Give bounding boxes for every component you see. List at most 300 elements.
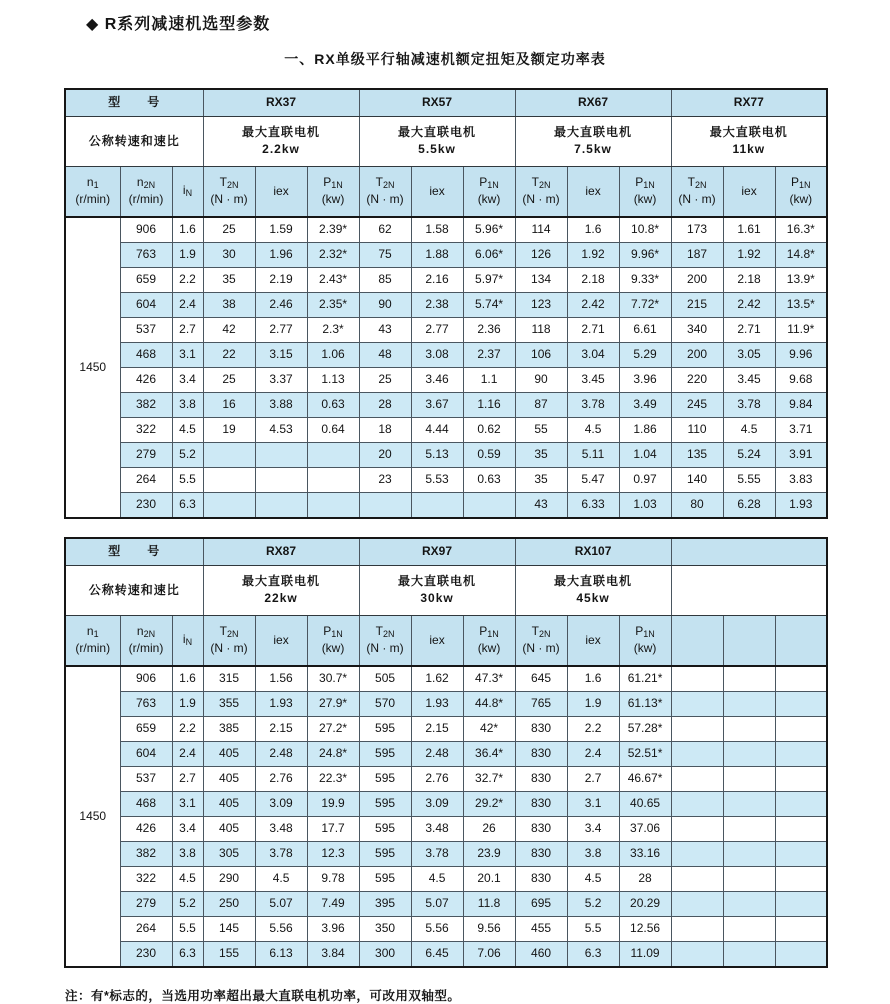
value-cell: 9.96* — [619, 243, 671, 268]
value-cell: 24.8* — [307, 742, 359, 767]
value-cell: 2.4 — [567, 742, 619, 767]
n2n-value-cell: 659 — [120, 268, 172, 293]
value-cell: 455 — [515, 917, 567, 942]
value-cell: 595 — [359, 742, 411, 767]
p1n-header-cell — [775, 616, 827, 667]
value-cell: 118 — [515, 318, 567, 343]
value-cell: 25 — [203, 368, 255, 393]
value-cell: 0.63 — [463, 468, 515, 493]
value-cell: 2.76 — [255, 767, 307, 792]
value-cell: 18 — [359, 418, 411, 443]
value-cell: 0.59 — [463, 443, 515, 468]
value-cell: 5.07 — [411, 892, 463, 917]
value-cell: 90 — [515, 368, 567, 393]
value-cell: 1.93 — [411, 692, 463, 717]
value-cell: 4.5 — [723, 418, 775, 443]
value-cell: 2.2 — [567, 717, 619, 742]
value-cell: 2.48 — [411, 742, 463, 767]
model-name-cell: RX87 — [203, 538, 359, 566]
value-cell: 3.84 — [307, 942, 359, 968]
value-cell — [775, 817, 827, 842]
value-cell: 1.96 — [255, 243, 307, 268]
value-cell: 2.15 — [255, 717, 307, 742]
table-row — [65, 318, 827, 343]
value-cell: 3.78 — [255, 842, 307, 867]
value-cell: 85 — [359, 268, 411, 293]
table-row — [65, 917, 827, 942]
value-cell — [255, 468, 307, 493]
value-cell — [307, 443, 359, 468]
model-name-cell: RX77 — [671, 89, 827, 117]
value-cell — [723, 842, 775, 867]
value-cell: 830 — [515, 742, 567, 767]
value-cell: 20.29 — [619, 892, 671, 917]
value-cell: 5.56 — [411, 917, 463, 942]
table-row — [65, 343, 827, 368]
value-cell — [775, 842, 827, 867]
ratio-value-cell: 3.8 — [172, 842, 203, 867]
ratio-value-cell: 3.8 — [172, 393, 203, 418]
value-cell: 17.7 — [307, 817, 359, 842]
value-cell: 4.53 — [255, 418, 307, 443]
page-title: ◆ R系列减速机选型参数 — [86, 16, 271, 33]
table-row — [65, 418, 827, 443]
value-cell: 220 — [671, 368, 723, 393]
value-cell: 6.06* — [463, 243, 515, 268]
motor-power-cell — [671, 566, 827, 616]
value-cell: 2.46 — [255, 293, 307, 318]
value-cell: 570 — [359, 692, 411, 717]
value-cell: 1.1 — [463, 368, 515, 393]
value-cell: 1.61 — [723, 217, 775, 243]
t2n-header-cell: $T_{2N}$ (N · m) — [203, 167, 255, 218]
value-cell: 290 — [203, 867, 255, 892]
model-name-cell — [671, 538, 827, 566]
ratio-value-cell: 3.1 — [172, 792, 203, 817]
ratio-value-cell: 1.6 — [172, 666, 203, 692]
value-cell: 595 — [359, 717, 411, 742]
value-cell: 80 — [671, 493, 723, 519]
value-cell: 123 — [515, 293, 567, 318]
table-row — [65, 717, 827, 742]
value-cell: 1.62 — [411, 666, 463, 692]
value-cell: 11.09 — [619, 942, 671, 968]
ratio-value-cell: 3.4 — [172, 368, 203, 393]
value-cell: 765 — [515, 692, 567, 717]
ratio-header-cell: $i_N$ — [172, 616, 203, 667]
value-cell: 2.18 — [723, 268, 775, 293]
value-cell: 2.16 — [411, 268, 463, 293]
table-row — [65, 942, 827, 968]
motor-power-cell: 最大直联电机 11kw — [671, 117, 827, 167]
value-cell: 5.2 — [567, 892, 619, 917]
value-cell: 1.93 — [255, 692, 307, 717]
value-cell: 32.7* — [463, 767, 515, 792]
model-name-cell: RX57 — [359, 89, 515, 117]
table-row — [65, 493, 827, 519]
n2n-value-cell: 604 — [120, 293, 172, 318]
value-cell: 55 — [515, 418, 567, 443]
value-cell: 1.13 — [307, 368, 359, 393]
value-cell: 2.48 — [255, 742, 307, 767]
ratio-value-cell: 3.1 — [172, 343, 203, 368]
value-cell: 37.06 — [619, 817, 671, 842]
value-cell — [671, 666, 723, 692]
n2n-value-cell: 537 — [120, 318, 172, 343]
value-cell: 3.08 — [411, 343, 463, 368]
value-cell: 173 — [671, 217, 723, 243]
value-cell: 6.61 — [619, 318, 671, 343]
value-cell: 42 — [203, 318, 255, 343]
value-cell: 5.11 — [567, 443, 619, 468]
ratio-value-cell: 6.3 — [172, 942, 203, 968]
value-cell: 30.7* — [307, 666, 359, 692]
ratio-value-cell: 2.2 — [172, 268, 203, 293]
n2n-value-cell: 230 — [120, 493, 172, 519]
value-cell: 3.83 — [775, 468, 827, 493]
n2n-header-cell: $n_{2N}$ (r/min) — [120, 167, 172, 218]
n2n-value-cell: 763 — [120, 692, 172, 717]
n2n-value-cell: 537 — [120, 767, 172, 792]
ratio-value-cell: 1.6 — [172, 217, 203, 243]
n2n-value-cell: 322 — [120, 867, 172, 892]
value-cell: 46.67* — [619, 767, 671, 792]
value-cell — [671, 892, 723, 917]
value-cell: 3.88 — [255, 393, 307, 418]
value-cell: 1.9 — [567, 692, 619, 717]
value-cell: 134 — [515, 268, 567, 293]
value-cell: 5.74* — [463, 293, 515, 318]
ratio-value-cell: 1.9 — [172, 692, 203, 717]
value-cell — [671, 767, 723, 792]
value-cell: 3.37 — [255, 368, 307, 393]
value-cell — [463, 493, 515, 519]
value-cell: 3.15 — [255, 343, 307, 368]
value-cell: 2.77 — [411, 318, 463, 343]
value-cell: 27.2* — [307, 717, 359, 742]
t2n-header-cell: $T_{2N}$ (N · m) — [515, 616, 567, 667]
value-cell: 405 — [203, 792, 255, 817]
value-cell: 6.3 — [567, 942, 619, 968]
ratio-value-cell: 2.7 — [172, 767, 203, 792]
motor-power-cell: 最大直联电机 45kw — [515, 566, 671, 616]
value-cell: 3.45 — [567, 368, 619, 393]
n2n-value-cell: 264 — [120, 468, 172, 493]
value-cell — [203, 468, 255, 493]
model-name-cell: RX37 — [203, 89, 359, 117]
value-cell: 5.5 — [567, 917, 619, 942]
table-row — [65, 817, 827, 842]
value-cell: 3.8 — [567, 842, 619, 867]
value-cell — [671, 817, 723, 842]
value-cell: 57.28* — [619, 717, 671, 742]
t2n-header-cell: $T_{2N}$ (N · m) — [359, 616, 411, 667]
value-cell: 9.56 — [463, 917, 515, 942]
value-cell: 4.44 — [411, 418, 463, 443]
value-cell — [775, 917, 827, 942]
value-cell: 3.71 — [775, 418, 827, 443]
value-cell — [775, 742, 827, 767]
value-cell — [723, 767, 775, 792]
t2n-header-cell: $T_{2N}$ (N · m) — [203, 616, 255, 667]
value-cell: 1.93 — [775, 493, 827, 519]
n2n-value-cell: 279 — [120, 443, 172, 468]
value-cell: 5.53 — [411, 468, 463, 493]
value-cell: 4.5 — [411, 867, 463, 892]
value-cell: 1.88 — [411, 243, 463, 268]
value-cell — [671, 917, 723, 942]
value-cell — [307, 493, 359, 519]
value-cell: 33.16 — [619, 842, 671, 867]
model-label-cell: 型 号 — [65, 538, 203, 566]
value-cell — [775, 767, 827, 792]
value-cell — [723, 666, 775, 692]
n2n-value-cell: 322 — [120, 418, 172, 443]
value-cell: 6.28 — [723, 493, 775, 519]
ratio-value-cell: 1.9 — [172, 243, 203, 268]
table-row — [65, 867, 827, 892]
ratio-value-cell: 2.4 — [172, 742, 203, 767]
speed-ratio-label-cell: 公称转速和速比 — [65, 566, 203, 616]
value-cell: 2.77 — [255, 318, 307, 343]
table-row — [65, 243, 827, 268]
value-cell: 3.67 — [411, 393, 463, 418]
value-cell: 2.38 — [411, 293, 463, 318]
value-cell: 645 — [515, 666, 567, 692]
value-cell: 2.18 — [567, 268, 619, 293]
value-cell: 2.15 — [411, 717, 463, 742]
value-cell — [723, 892, 775, 917]
n2n-value-cell: 468 — [120, 792, 172, 817]
n2n-value-cell: 230 — [120, 942, 172, 968]
value-cell: 0.62 — [463, 418, 515, 443]
value-cell: 3.45 — [723, 368, 775, 393]
value-cell: 25 — [359, 368, 411, 393]
value-cell: 7.49 — [307, 892, 359, 917]
value-cell — [671, 842, 723, 867]
motor-power-cell: 最大直联电机 30kw — [359, 566, 515, 616]
value-cell: 3.48 — [411, 817, 463, 842]
value-cell: 350 — [359, 917, 411, 942]
value-cell: 61.13* — [619, 692, 671, 717]
value-cell: 87 — [515, 393, 567, 418]
value-cell: 110 — [671, 418, 723, 443]
ratio-value-cell: 3.4 — [172, 817, 203, 842]
value-cell: 3.4 — [567, 817, 619, 842]
value-cell: 35 — [203, 268, 255, 293]
table-section-heading: 一、RX单级平行轴减速机额定扭矩及额定功率表 — [284, 51, 606, 67]
table-row — [65, 792, 827, 817]
value-cell: 11.8 — [463, 892, 515, 917]
value-cell — [775, 692, 827, 717]
ratio-value-cell: 4.5 — [172, 867, 203, 892]
value-cell: 90 — [359, 293, 411, 318]
n2n-value-cell: 763 — [120, 243, 172, 268]
value-cell: 505 — [359, 666, 411, 692]
value-cell: 23 — [359, 468, 411, 493]
value-cell: 13.9* — [775, 268, 827, 293]
value-cell: 43 — [359, 318, 411, 343]
value-cell: 3.09 — [255, 792, 307, 817]
value-cell: 44.8* — [463, 692, 515, 717]
value-cell: 12.56 — [619, 917, 671, 942]
value-cell: 9.78 — [307, 867, 359, 892]
value-cell — [723, 867, 775, 892]
iex-header-cell: iex — [567, 167, 619, 218]
value-cell: 3.49 — [619, 393, 671, 418]
table-row — [65, 892, 827, 917]
value-cell: 3.48 — [255, 817, 307, 842]
value-cell: 35 — [515, 468, 567, 493]
value-cell: 25 — [203, 217, 255, 243]
value-cell: 1.6 — [567, 666, 619, 692]
table-row — [65, 767, 827, 792]
value-cell: 52.51* — [619, 742, 671, 767]
value-cell: 405 — [203, 767, 255, 792]
t2n-header-cell: $T_{2N}$ (N · m) — [359, 167, 411, 218]
value-cell — [671, 792, 723, 817]
value-cell: 187 — [671, 243, 723, 268]
value-cell: 695 — [515, 892, 567, 917]
value-cell — [671, 942, 723, 968]
value-cell: 36.4* — [463, 742, 515, 767]
value-cell: 1.6 — [567, 217, 619, 243]
value-cell: 29.2* — [463, 792, 515, 817]
table-row — [65, 666, 827, 692]
value-cell: 22.3* — [307, 767, 359, 792]
n2n-value-cell: 264 — [120, 917, 172, 942]
n2n-value-cell: 426 — [120, 368, 172, 393]
n2n-value-cell: 659 — [120, 717, 172, 742]
value-cell: 250 — [203, 892, 255, 917]
table-row — [65, 268, 827, 293]
value-cell: 405 — [203, 817, 255, 842]
value-cell: 3.05 — [723, 343, 775, 368]
value-cell: 1.86 — [619, 418, 671, 443]
value-cell — [723, 692, 775, 717]
motor-power-cell: 最大直联电机 2.2kw — [203, 117, 359, 167]
table-row — [65, 393, 827, 418]
ratio-value-cell: 6.3 — [172, 493, 203, 519]
value-cell: 315 — [203, 666, 255, 692]
value-cell: 2.32* — [307, 243, 359, 268]
n2n-value-cell: 604 — [120, 742, 172, 767]
value-cell: 28 — [619, 867, 671, 892]
speed-ratio-label-cell: 公称转速和速比 — [65, 117, 203, 167]
value-cell: 114 — [515, 217, 567, 243]
value-cell: 2.39* — [307, 217, 359, 243]
value-cell — [723, 717, 775, 742]
value-cell: 47.3* — [463, 666, 515, 692]
motor-power-cell: 最大直联电机 5.5kw — [359, 117, 515, 167]
table-row — [65, 293, 827, 318]
ratio-value-cell: 5.2 — [172, 443, 203, 468]
value-cell — [671, 717, 723, 742]
motor-power-cell: 最大直联电机 7.5kw — [515, 117, 671, 167]
value-cell: 30 — [203, 243, 255, 268]
value-cell — [671, 692, 723, 717]
ratio-value-cell: 5.5 — [172, 468, 203, 493]
value-cell: 2.37 — [463, 343, 515, 368]
n1-header-cell: $n_1$ (r/min) — [65, 167, 120, 218]
value-cell: 830 — [515, 817, 567, 842]
value-cell: 460 — [515, 942, 567, 968]
value-cell: 40.65 — [619, 792, 671, 817]
value-cell — [359, 493, 411, 519]
value-cell — [775, 717, 827, 742]
n2n-header-cell: $n_{2N}$ (r/min) — [120, 616, 172, 667]
value-cell: 11.9* — [775, 318, 827, 343]
value-cell: 405 — [203, 742, 255, 767]
value-cell: 0.97 — [619, 468, 671, 493]
n2n-value-cell: 906 — [120, 666, 172, 692]
value-cell: 1.59 — [255, 217, 307, 243]
table-row — [65, 692, 827, 717]
value-cell: 3.96 — [307, 917, 359, 942]
value-cell: 4.5 — [255, 867, 307, 892]
value-cell: 62 — [359, 217, 411, 243]
value-cell: 14.8* — [775, 243, 827, 268]
iex-header-cell: iex — [411, 167, 463, 218]
value-cell — [203, 443, 255, 468]
value-cell: 1.06 — [307, 343, 359, 368]
value-cell: 1.92 — [723, 243, 775, 268]
ratio-value-cell: 4.5 — [172, 418, 203, 443]
iex-header-cell: iex — [723, 167, 775, 218]
value-cell: 145 — [203, 917, 255, 942]
value-cell: 20 — [359, 443, 411, 468]
value-cell: 1.58 — [411, 217, 463, 243]
value-cell: 3.46 — [411, 368, 463, 393]
value-cell: 9.68 — [775, 368, 827, 393]
value-cell: 35 — [515, 443, 567, 468]
value-cell: 13.5* — [775, 293, 827, 318]
value-cell: 595 — [359, 767, 411, 792]
value-cell: 300 — [359, 942, 411, 968]
value-cell: 595 — [359, 842, 411, 867]
n1-value-cell: 1450 — [65, 666, 120, 967]
value-cell: 7.06 — [463, 942, 515, 968]
value-cell: 43 — [515, 493, 567, 519]
value-cell: 2.35* — [307, 293, 359, 318]
p1n-header-cell: $P_{1N}$ (kw) — [619, 167, 671, 218]
value-cell: 0.63 — [307, 393, 359, 418]
value-cell: 4.5 — [567, 867, 619, 892]
value-cell: 5.13 — [411, 443, 463, 468]
value-cell: 38 — [203, 293, 255, 318]
value-cell — [775, 792, 827, 817]
model-name-cell: RX107 — [515, 538, 671, 566]
motor-power-cell: 最大直联电机 22kw — [203, 566, 359, 616]
value-cell: 5.56 — [255, 917, 307, 942]
n2n-value-cell: 906 — [120, 217, 172, 243]
t2n-header-cell: $T_{2N}$ (N · m) — [671, 167, 723, 218]
value-cell: 23.9 — [463, 842, 515, 867]
value-cell: 2.76 — [411, 767, 463, 792]
iex-header-cell: iex — [255, 616, 307, 667]
n2n-value-cell: 382 — [120, 393, 172, 418]
value-cell: 595 — [359, 792, 411, 817]
value-cell: 2.3* — [307, 318, 359, 343]
ratio-value-cell: 2.7 — [172, 318, 203, 343]
value-cell: 7.72* — [619, 293, 671, 318]
value-cell: 2.71 — [723, 318, 775, 343]
iex-header-cell — [723, 616, 775, 667]
ratio-value-cell: 2.2 — [172, 717, 203, 742]
value-cell: 200 — [671, 268, 723, 293]
n1-value-cell: 1450 — [65, 217, 120, 518]
n2n-value-cell: 468 — [120, 343, 172, 368]
